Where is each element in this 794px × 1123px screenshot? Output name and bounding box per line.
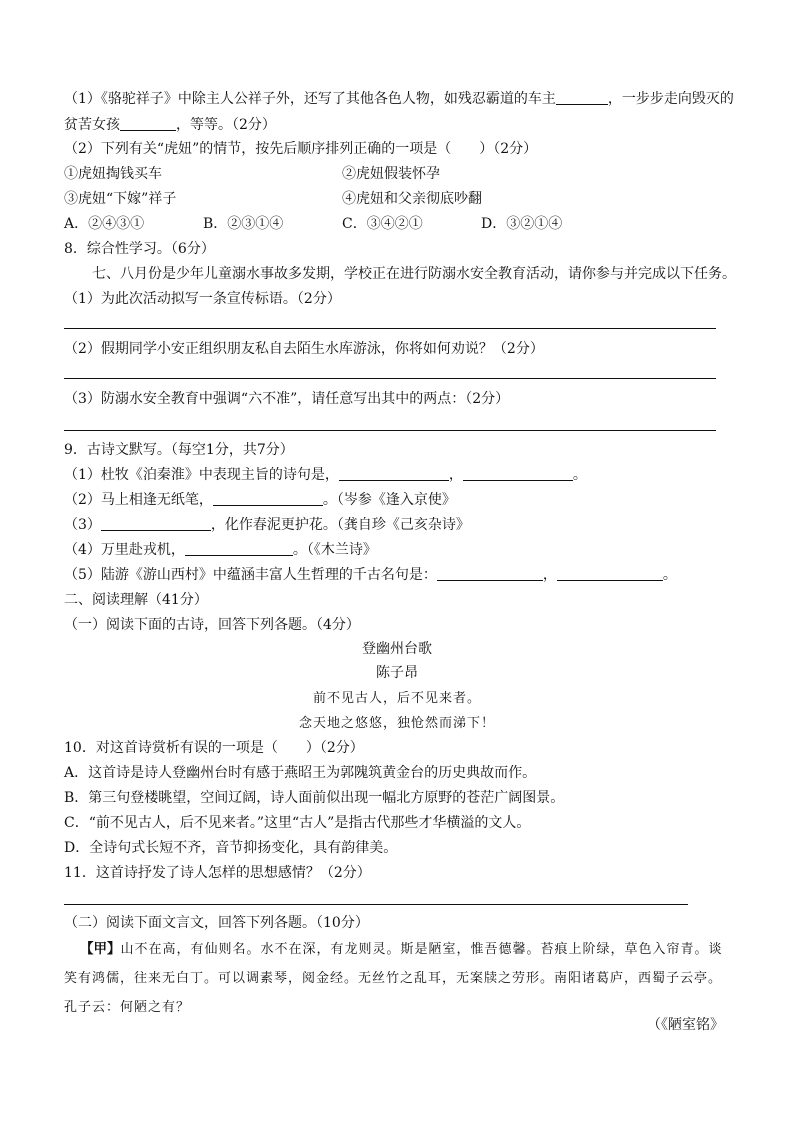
choice-a[interactable]: A．②④③① (64, 216, 145, 232)
q9-line5 (64, 565, 724, 585)
q10-option-d[interactable]: D．全诗句式长短不齐，音节抑扬变化，具有韵律美。 (64, 840, 398, 856)
answer-line-q8-1[interactable] (64, 328, 716, 329)
q9-l1-end: 。 (572, 467, 587, 483)
q8-title: 8．综合性学习。（6分） (64, 241, 215, 257)
q9-l4-src: 。（《木兰诗》 (292, 542, 377, 558)
section2-part1: （一）阅读下面的古诗，回答下列各题。（4分） (64, 617, 360, 633)
event-2: ②虎妞假装怀孕 (342, 166, 440, 182)
q9-line3 (64, 515, 724, 535)
q7-sub1-text4: ，等等。（2分） (176, 117, 276, 133)
q7-sub1-line2 (64, 115, 724, 135)
poem-author: 陈子昂 (376, 665, 418, 681)
q9-line2 (64, 490, 724, 510)
choice-d[interactable]: D．③②①④ (481, 216, 563, 232)
q7-events-row2 (64, 189, 724, 209)
classical-passage (64, 935, 728, 1022)
blank-q9-2[interactable] (213, 490, 323, 506)
q9-line1 (64, 465, 724, 485)
poem-line-1: 前不见古人，后不见来者。 (312, 691, 481, 706)
passage-text: 山不在高，有仙则名。水不在深，有龙则灵。斯是陋室，惟吾德馨。苔痕上阶绿，草色入帘青。谈笑有鸿儒，往来无白丁。可以调素琴，阅金经。无丝竹之乱耳，无案牍之劳形。南阳诸葛庐，西蜀子云亭。孔子云：何陋之有？ (64, 942, 723, 1015)
answer-line-q8-2[interactable] (64, 378, 716, 379)
q9-title: 9．古诗文默写。（每空1分，共7分） (64, 442, 294, 458)
part2-title: （二）阅读下面文言文，回答下列各题。（10分） (64, 915, 369, 931)
q9-l2-src: 。（岑参《逢入京使》 (322, 492, 456, 508)
blank-q9-5a[interactable] (437, 565, 543, 581)
q9-l5-text: （5）陆游《游山西村》中蕴涵丰富人生哲理的千古名句是： (64, 567, 437, 583)
q9-l1-text: （1）杜牧《泊秦淮》中表现主旨的诗句是， (64, 467, 339, 483)
blank-q7-owner[interactable] (556, 89, 608, 105)
blank-q9-4[interactable] (185, 540, 293, 556)
answer-line-q8-3[interactable] (64, 430, 716, 431)
q10-option-a[interactable]: A．这首诗是诗人登幽州台时有感于燕昭王为郭隗筑黄金台的历史典故而作。 (64, 765, 537, 781)
q10-title: 10．对这首诗赏析有误的一项是（ ）（2分） (64, 740, 364, 756)
blank-q7-girl[interactable] (120, 115, 176, 131)
q10-option-c[interactable]: C．“前不见古人，后不见来者。”这里“古人”是指古代那些才华横溢的文人。 (64, 815, 531, 831)
q9-line4 (64, 540, 724, 560)
event-4: ④虎妞和父亲彻底吵翻 (342, 191, 482, 207)
q8-sub2: （2）假期同学小安正组织朋友私自去陌生水库游泳，你将如何劝说？（2分） (64, 341, 544, 357)
choice-c[interactable]: C．③④②① (342, 216, 423, 232)
blank-q9-1a[interactable] (339, 465, 449, 481)
q9-l5-end: 。 (662, 567, 677, 583)
event-1: ①虎妞掏钱买车 (64, 166, 162, 182)
passage-source: （《陋室铭》 (647, 1017, 724, 1033)
q7-choices (64, 214, 724, 234)
poem-line-2: 念天地之悠悠，独怆然而涕下！ (298, 716, 495, 731)
q9-l2-text: （2）马上相逢无纸笔， (64, 492, 213, 508)
blank-q9-5b[interactable] (557, 565, 663, 581)
q11-title: 11．这首诗抒发了诗人怎样的思想感情？（2分） (64, 865, 371, 881)
poem-title: 登幽州台歌 (362, 641, 432, 657)
q9-l3-text: ，化作春泥更护花。（龚自珍《己亥杂诗》 (210, 517, 470, 533)
section2-title: 二、阅读理解（41分） (64, 592, 208, 608)
choice-b[interactable]: B．②③①④ (203, 216, 284, 232)
blank-q9-1b[interactable] (463, 465, 573, 481)
q7-sub1-text3: 贫苦女孩 (64, 117, 120, 133)
q9-l4-text: （4）万里赴戎机， (64, 542, 185, 558)
q7-events-row1 (64, 164, 724, 184)
q7-sub1-text: （1）《骆驼祥子》中除主人公祥子外，还写了其他各色人物，如残忍霸道的车主 (64, 91, 556, 107)
blank-q9-3[interactable] (101, 515, 211, 531)
q7-sub1-text2: ，一步步走向毁灭的 (607, 91, 734, 107)
q9-l1-comma: ， (448, 467, 463, 483)
event-3: ③虎妞“下嫁”祥子 (64, 191, 177, 207)
passage-label: 【甲】 (80, 941, 121, 957)
q8-sub3: （3）防溺水安全教育中强调“六不准”，请任意写出其中的两点：（2分） (64, 391, 510, 407)
q9-l3-num: （3） (64, 517, 101, 533)
q7-sub1-line1 (64, 89, 734, 109)
q10-option-b[interactable]: B．第三句登楼眺望，空间辽阔，诗人面前似出现一幅北方原野的苍茫广阔图景。 (64, 790, 565, 806)
q9-l5-comma: ， (542, 567, 557, 583)
q7-sub2: （2）下列有关“虎妞”的情节，按先后顺序排列正确的一项是（ ）（2分） (64, 141, 538, 157)
q8-intro: 七、八月份是少年儿童溺水事故多发期，学校正在进行防溺水安全教育活动，请你参与并完成以下任务。 (92, 266, 736, 282)
q8-sub1: （1）为此次活动拟写一条宣传标语。（2分） (64, 291, 341, 307)
answer-line-q11[interactable] (64, 904, 688, 905)
